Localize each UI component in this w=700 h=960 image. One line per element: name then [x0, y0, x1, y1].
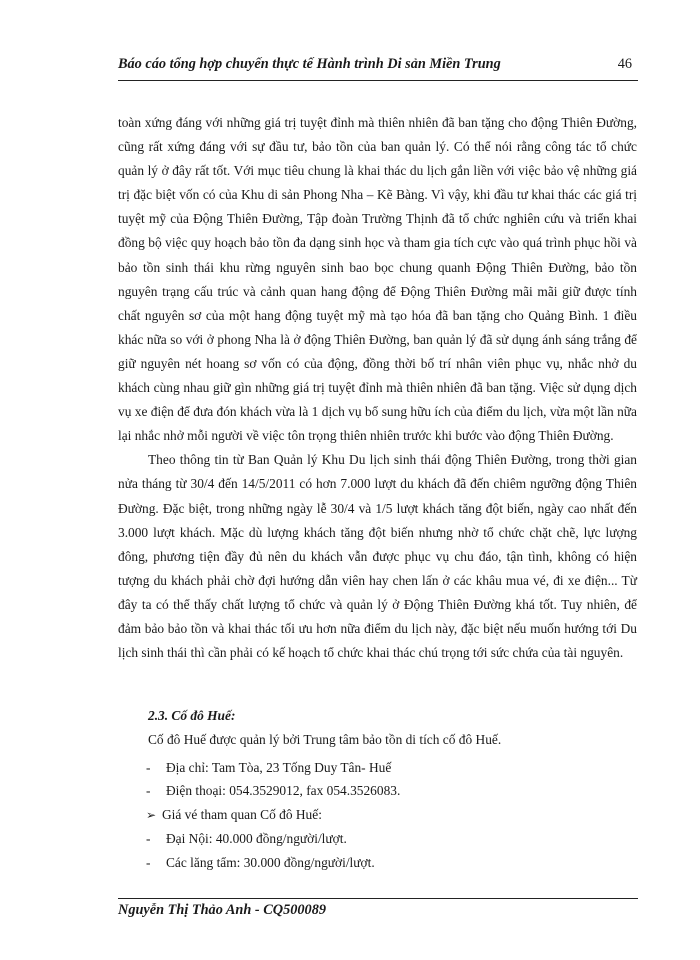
section-heading: 2.3. Cố đô Huế:	[148, 708, 236, 723]
page-header	[118, 56, 638, 78]
section-intro: Cố đô Huế được quản lý bởi Trung tâm bảo tồn di tích cố đô Huế.	[148, 732, 502, 747]
tickets-label: Giá vé tham quan Cố đô Huế:	[162, 806, 322, 822]
list-item-lang-tam	[146, 851, 400, 874]
dash-bullet: -	[146, 760, 151, 775]
paragraph-thien-duong-management: toàn xứng đáng với những giá trị tuyệt đỉnh mà thiên nhiên đã ban tặng cho động Thiên Đường, cũng rất xứng đáng với sự đầu tư, bảo tồn của ban quản lý. Có thể nói rằng công tác tổ chức quản lý ở đây rất tốt. Với mục tiêu chung là khai thác du lịch gắn liền với việc bảo vệ những giá trị đặc biệt vốn có của Khu di sản Phong Nha – Kẽ Bàng. Vì vậy, khi đầu tư khai thác các giá trị tuyệt mỹ của Động Thiên Đường, Tập đoàn Trường Thịnh đã tổ chức nghiên cứu và triển khai đồng bộ việc quy hoạch bảo tồn đa dạng sinh học và tham gia tích cực vào quá trình phục hồi và bảo tồn sinh thái khu rừng nguyên sinh bao bọc chung quanh Động Thiên Đường, bảo tồn nguyên trạng cấu trúc và cảnh quan hang động để Động Thiên Đường mãi mãi giữ được tính chất nguyên sơ của một hang động tuyệt mỹ mà tạo hóa đã ban tặng cho Quảng Bình. 1 điều khác nữa so với ở phong Nha là ở động Thiên Đường, ban quản lý đã sử dụng ánh sáng trắng để giữ nguyên nét hoang sơ vốn có của động, đồng thời bố trí nhân viên phục vụ, nhắc nhở du khách cùng nhau giữ gìn những giá trị tuyệt đỉnh mà thiên nhiên đã ban tặng. Việc sử dụng dịch vụ xe điện để đưa đón khách vừa là 1 dịch vụ bổ sung hữu ích của điểm du lịch, vừa một lần nữa lại nhắc nhở mỗi người về việc tôn trọng thiên nhiên trước khi bước vào động Thiên Đường.	[118, 115, 637, 444]
list-item-phone	[146, 779, 400, 802]
footer-author: Nguyễn Thị Thảo Anh - CQ500089	[118, 902, 326, 918]
footer-divider	[118, 898, 638, 899]
document-title: Báo cáo tổng hợp chuyến thực tế Hành trình Di sản Miền Trung	[118, 56, 501, 72]
page-number: 46	[617, 56, 632, 72]
list-item-tickets	[146, 803, 400, 827]
paragraph-visitor-statistics: Theo thông tin từ Ban Quản lý Khu Du lịch sinh thái động Thiên Đường, trong thời gian nửa tháng từ 30/4 đến 14/5/2011 có hơn 7.000 lượt du khách đã đến chiêm ngưỡng động Thiên Đường. Đặc biệt, trong những ngày lễ 30/4 và 1/5 lượt khách tăng đột biến, ngày cao nhất đến 3.000 lượt khách. Mặc dù lượng khách tăng đột biến nhưng nhờ tổ chức chặt chẽ, lực lượng đông, phương tiện đầy đủ nên du khách vẫn được phục vụ chu đáo, tận tình, không có hiện tượng du khách phải chờ đợi hướng dẫn viên hay chen lấn ở các khâu mua vé, đi xe điện... Từ đây ta có thể thấy chất lượng tổ chức và quản lý ở Động Thiên Đường khá tốt. Tuy nhiên, để đảm bảo bảo tồn và khai thác tối ưu hơn nữa điểm du lịch này, đặc biệt nếu muốn hướng tới Du lịch sinh thái thì cần phải có kế hoạch tổ chức khai thác chú trọng tới sức chứa của tài nguyên.	[118, 452, 637, 661]
phone-text: Điện thoại: 054.3529012, fax 054.3526083.	[166, 783, 401, 799]
dash-bullet: -	[146, 854, 151, 870]
dash-bullet: -	[146, 831, 151, 847]
list-item-dai-noi	[146, 827, 400, 850]
header-divider	[118, 80, 638, 81]
arrow-bullet-icon: ➢	[146, 807, 157, 822]
ticket-lang-tam: Các lăng tẩm: 30.000 đồng/người/lượt.	[166, 854, 375, 870]
dash-bullet: -	[146, 783, 151, 799]
body-text	[118, 111, 637, 665]
address-text: Địa chỉ: Tam Tòa, 23 Tống Duy Tân- Huế	[166, 760, 392, 775]
list-item-address	[146, 756, 400, 779]
ticket-dai-noi: Đại Nội: 40.000 đồng/người/lượt.	[166, 831, 347, 847]
site-details-list	[146, 756, 400, 874]
